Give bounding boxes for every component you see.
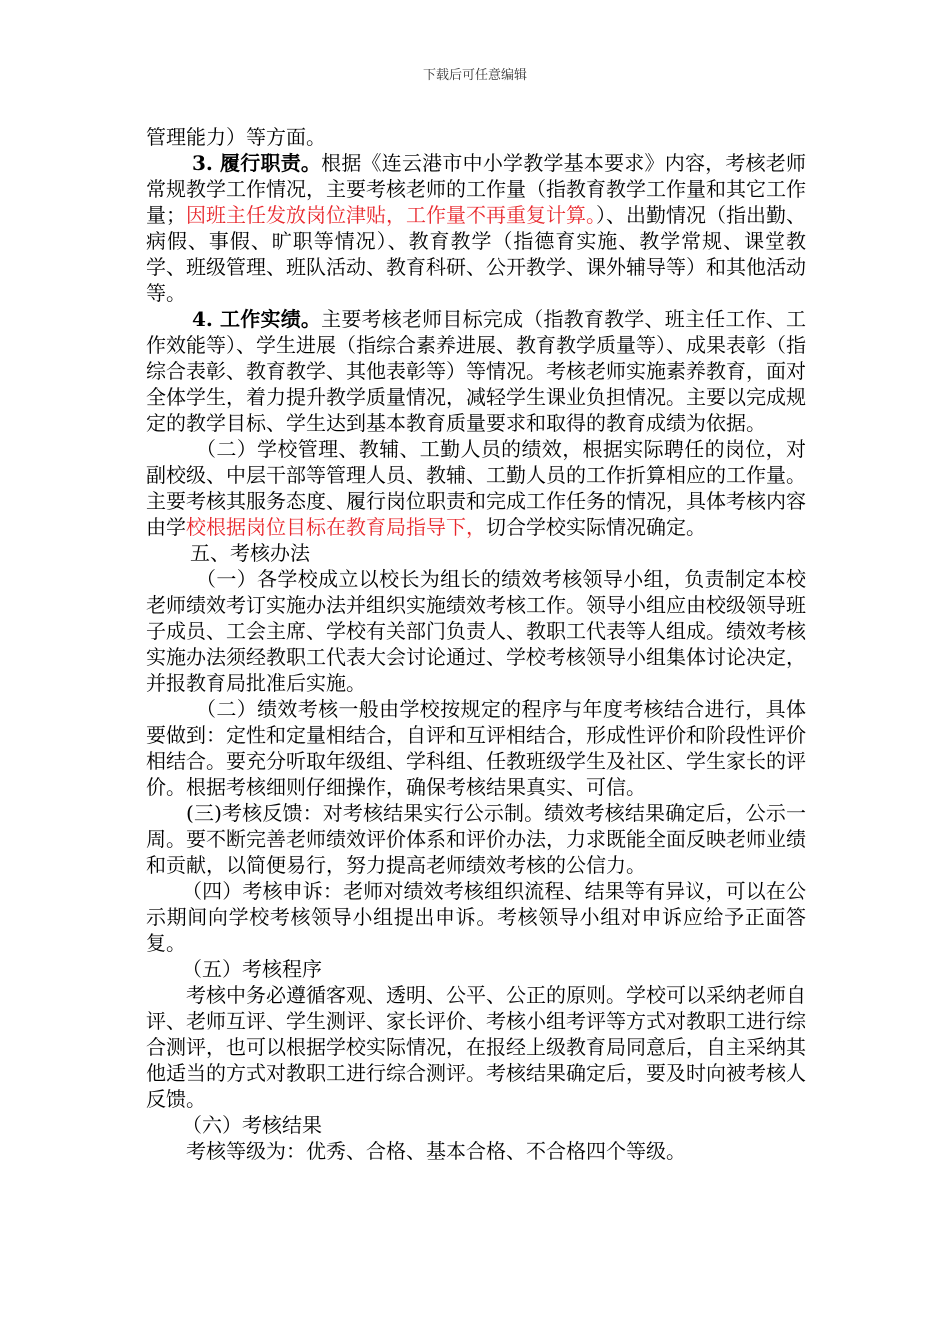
- paragraph-management-ability: 管理能力）等方面。: [146, 125, 326, 149]
- duties-text-b: ）、出勤情况（指出勤、病假、事假、旷职等情况）、教育教学（指德育实施、教学常规、课堂教学、班级管理、班队活动、教育科研、公开教学、课外辅导等）和其他活动等。: [146, 203, 806, 305]
- section-heading-achievements: 4. 工作实绩。: [192, 307, 322, 331]
- duties-red-note: 因班主任发放岗位津贴，工作量不再重复计算。: [186, 203, 596, 227]
- section-title-procedure: （五）考核程序: [182, 957, 322, 981]
- paragraph-results: 考核等级为：优秀、合格、基本合格、不合格四个等级。: [186, 1139, 686, 1163]
- paragraph-procedure: 考核中务必遵循客观、透明、公平、公正的原则。学校可以采纳老师自评、老师互评、学生测评、家长评价、考核小组考评等方式对教职工进行综合测评，也可以根据学校实际情况，在报经上级教育局同意后，自主采纳其他适当的方式对教职工进行综合测评。考核结果确定后，要及时向被考核人反馈。: [146, 983, 806, 1111]
- section-title-assessment-method: 五、考核办法: [190, 541, 310, 565]
- paragraph-leadership-group: （一）各学校成立以校长为组长的绩效考核领导小组，负责制定本校老师绩效考订实施办法并组织实施绩效考核工作。领导小组应由校级领导班子成员、工会主席、学校有关部门负责人、教职工代表等人组成。绩效考核实施办法须经教职工代表大会讨论通过、学校考核领导小组集体讨论决定，并报教育局批准后实施。: [146, 567, 806, 695]
- page-header: 下载后可任意编辑: [422, 68, 527, 83]
- duties-text-a: 根据《连云港市中小学教学基本要求》内容，考核老师常规教学工作情况，主要考核老师的工作量（指教育教学工作量和其它工作量；: [146, 151, 807, 227]
- paragraph-appeal: （四）考核申诉：老师对绩效考核组织流程、结果等有异议，可以在公示期间向学校考核领导小组提出申诉。考核领导小组对申诉应给予正面答复。: [146, 879, 806, 955]
- paragraph-assessment-process: （二）绩效考核一般由学校按规定的程序与年度考核结合进行，具体要做到：定性和定量相结合，自评和互评相结合，形成性评价和阶段性评价相结合。要充分听取年级组、学科组、任教班级学生及社区、学生家长的评价。根据考核细则仔细操作，确保考核结果真实、可信。: [146, 697, 806, 799]
- achievements-text: 主要考核老师目标完成（指教育教学、班主任工作、工作效能等）、学生进展（指综合素养进展、教育教学质量等）、成果表彰（指综合表彰、教育教学、其他表彰等）等情况。考核老师实施素养教育，面对全体学生，着力提升教学质量情况，减轻学生课业负担情况。主要以完成规定的教学目标、学生达到基本教育质量要求和取得的教育成绩为依据。: [146, 307, 807, 435]
- staff-text-b: 切合学校实际情况确定。: [486, 515, 706, 539]
- document-body: [146, 124, 806, 1164]
- paragraph-feedback: (三)考核反馈：对考核结果实行公示制。绩效考核结果确定后，公示一周。要不断完善老师绩效评价体系和评价办法，力求既能全面反映老师业绩和贡献，以简便易行，努力提高老师绩效考核的公信力。: [146, 801, 806, 877]
- staff-text-a: （二）学校管理、教辅、工勤人员的绩效，根据实际聘任的岗位，对副校级、中层干部等管理人员、教辅、工勤人员的工作折算相应的工作量。主要考核其服务态度、履行岗位职责和完成工作任务的情况，具体考核内容由学: [146, 437, 806, 539]
- paragraph-achievements: [146, 306, 806, 436]
- section-title-results: （六）考核结果: [182, 1113, 322, 1137]
- paragraph-duties: [146, 150, 806, 306]
- staff-red-note: 校根据岗位目标在教育局指导下，: [186, 515, 486, 539]
- section-heading-duties: 3. 履行职责。: [192, 151, 322, 175]
- paragraph-staff-performance: [146, 436, 806, 540]
